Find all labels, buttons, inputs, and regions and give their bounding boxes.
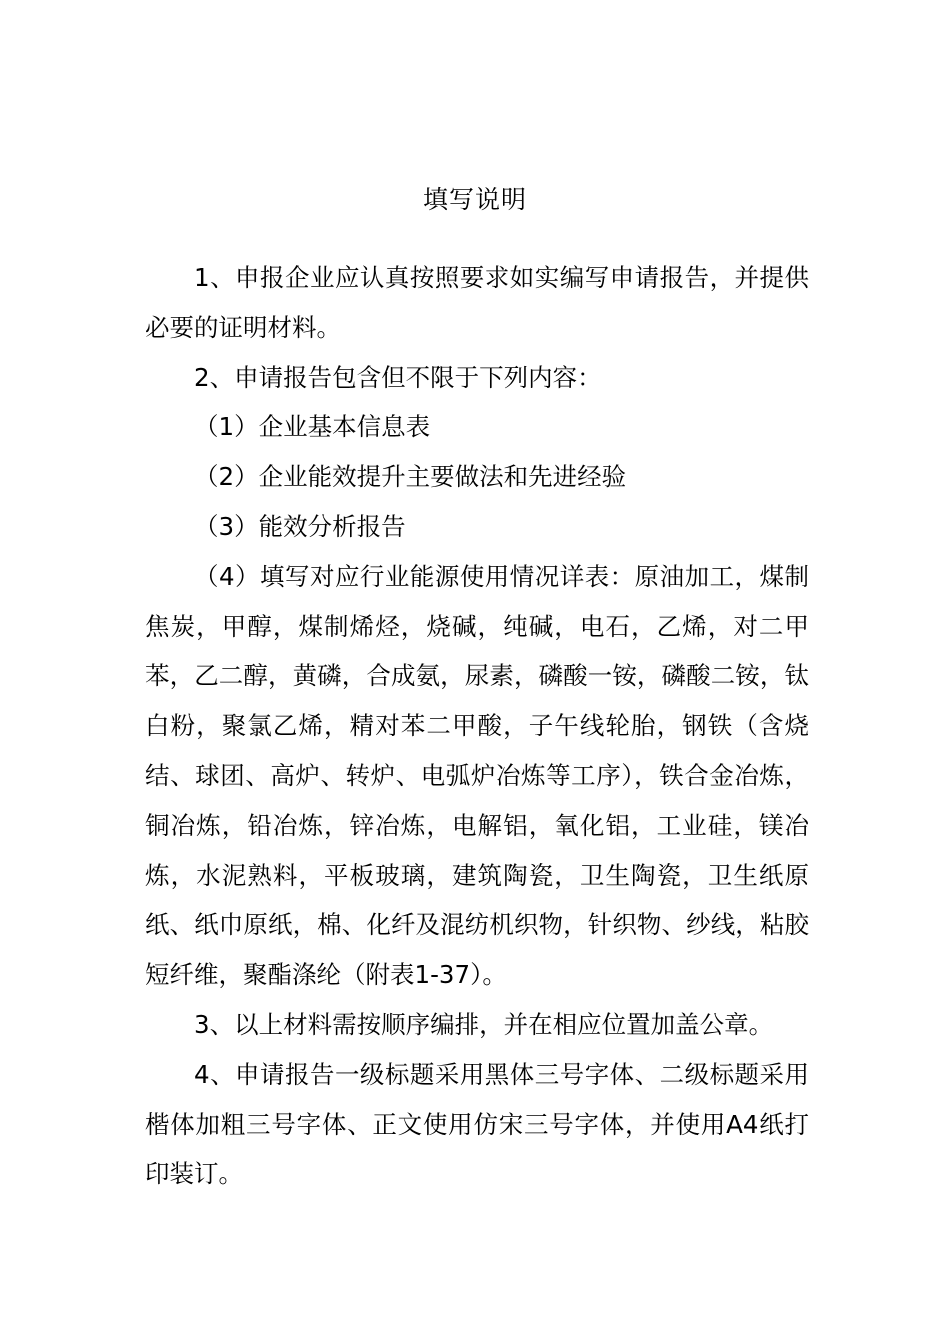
content-item-4: （4）填写对应行业能源使用情况详表：原油加工，煤制焦炭，甲醇，煤制烯烃，烧碱，纯碱，电石，乙烯，对二甲苯，乙二醇，黄磷，合成氨，尿素，磷酸一铵，磷酸二铵，钛白粉，聚氯乙烯，精对苯二甲酸，子午线轮胎，钢铁（含烧结、球团、高炉、转炉、电弧炉冶炼等工序），铁合金冶炼，铜冶炼，铅冶炼，锌冶炼，电解铝，氧化铝，工业硅，镁冶炼，水泥熟料，平板玻璃，建筑陶瓷，卫生陶瓷，卫生纸原纸、纸巾原纸，棉、化纤及混纺机织物，针织物、纱线，粘胶短纤维，聚酯涤纶（附表1-37）。: [145, 561, 809, 990]
content-item-2: （2）企业能效提升主要做法和先进经验: [194, 462, 627, 492]
page-title: 填写说明: [422, 185, 527, 214]
content-item-1: （1）企业基本信息表: [194, 412, 431, 442]
instruction-paragraph-1: 1、申报企业应认真按照要求如实编写申请报告，并提供必要的证明材料。: [145, 263, 809, 342]
instruction-paragraph-4: 4、申请报告一级标题采用黑体三号字体、二级标题采用楷体加粗三号字体、正文使用仿宋三号字体，并使用A4纸打印装订。: [145, 1059, 809, 1189]
instruction-paragraph-2: 2、申请报告包含但不限于下列内容：: [194, 362, 602, 392]
content-item-3: （3）能效分析报告: [194, 511, 406, 541]
instructions-body: [145, 253, 809, 1199]
instruction-paragraph-3: 3、以上材料需按顺序编排，并在相应位置加盖公章。: [194, 1009, 774, 1039]
